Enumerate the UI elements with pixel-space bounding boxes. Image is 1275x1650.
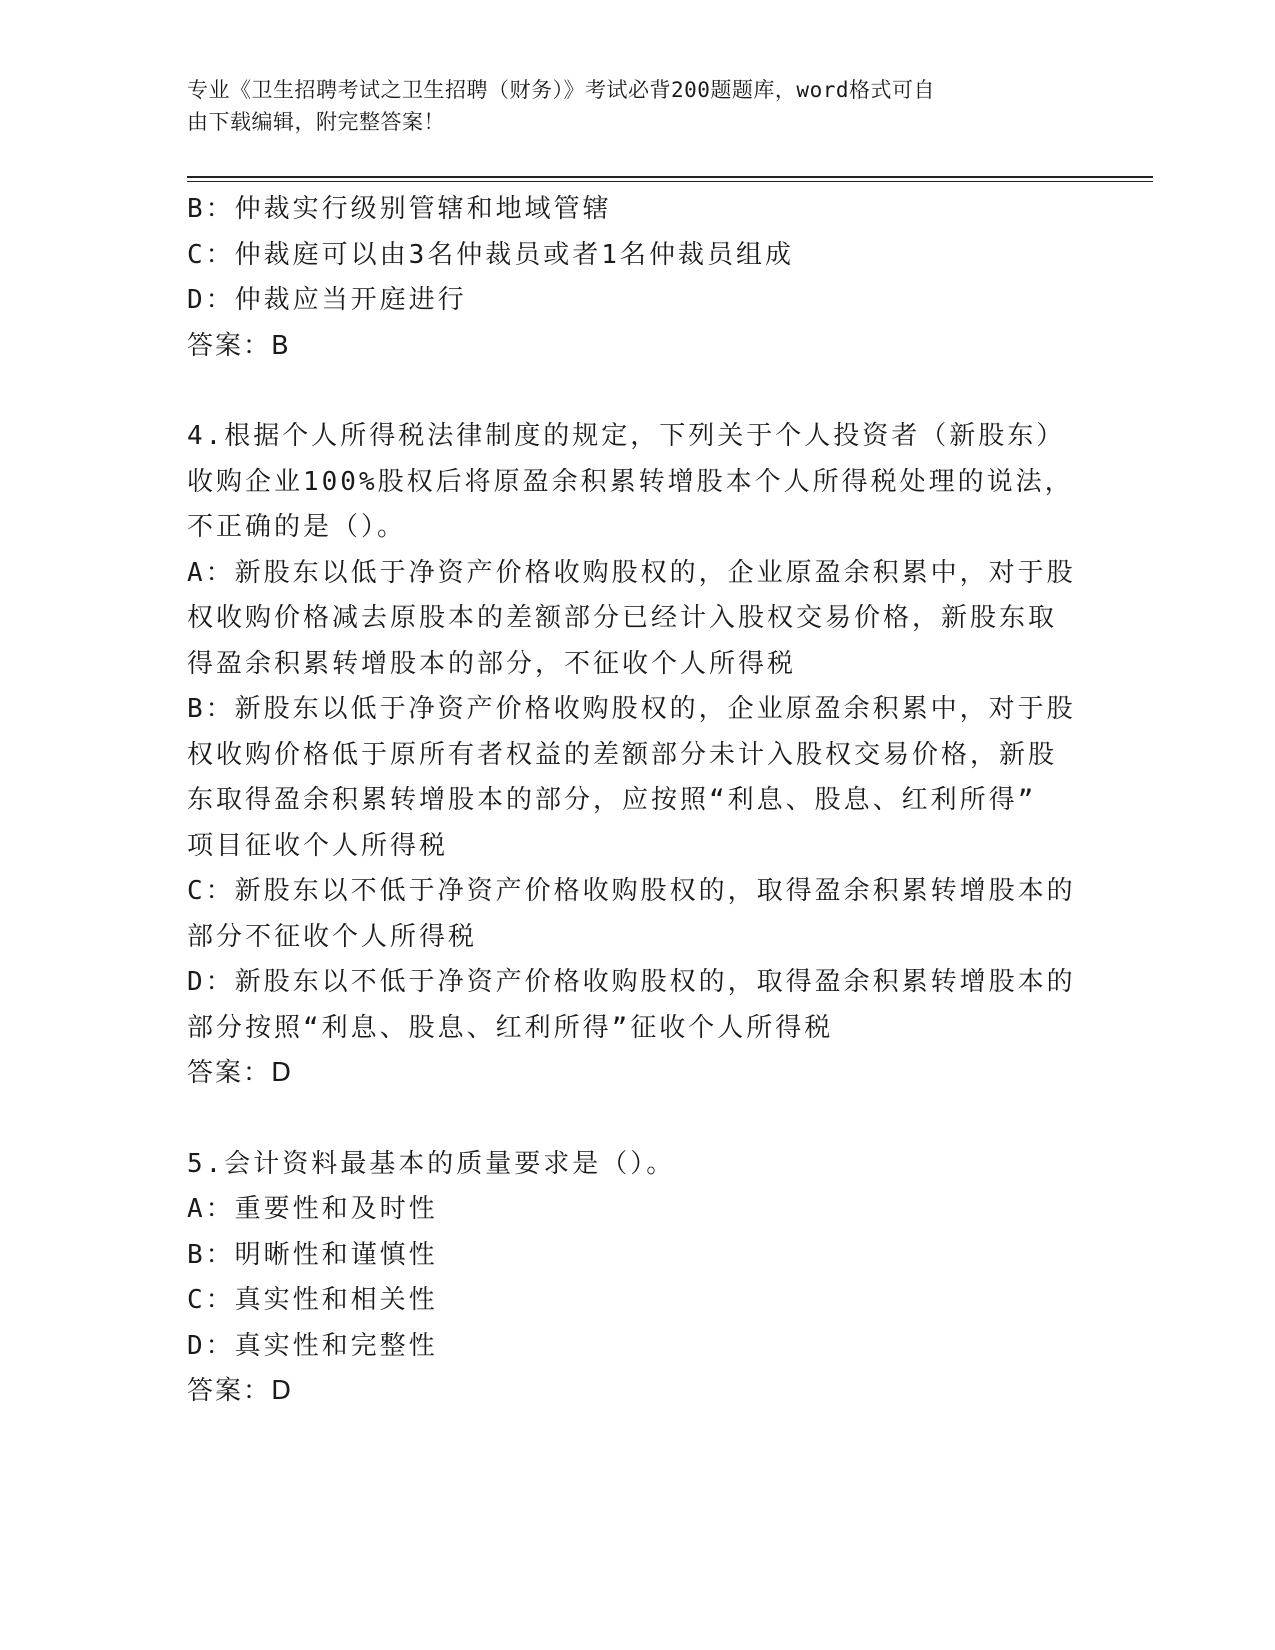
header-divider-thick: [187, 176, 1153, 178]
q4-answer: 答案：D: [187, 1058, 294, 1088]
q4-stem-line: 收购企业100%股权后将原盈余积累转增股本个人所得税处理的说法，: [187, 466, 1074, 497]
question-content: [187, 187, 1077, 1415]
q4-stem-line: 不正确的是（）。: [187, 512, 407, 542]
q5-option-b: B：明晰性和谨慎性: [187, 1239, 438, 1270]
page-header: [187, 74, 1067, 138]
q4-option-b-line: 权收购价格低于原所有者权益的差额部分未计入股权交易价格，新股: [187, 739, 1058, 770]
question-5: [187, 1142, 1077, 1415]
spacer: [187, 369, 1077, 414]
q3-option-b: B：仲裁实行级别管辖和地域管辖: [187, 194, 612, 224]
question-4: [187, 414, 1077, 1097]
q4-option-b-line: B：新股东以低于净资产价格收购股权的，企业原盈余积累中，对于股: [187, 694, 1076, 724]
q5-option-a: A：重要性和及时性: [187, 1194, 438, 1224]
header-line-2: 由下载编辑，附完整答案！: [187, 110, 445, 134]
q4-option-d-line: D：新股东以不低于净资产价格收购股权的，取得盈余积累转增股本的: [187, 967, 1076, 997]
q4-option-a-line: A：新股东以低于净资产价格收购股权的，企业原盈余积累中，对于股: [187, 557, 1076, 588]
question-3-options: [187, 187, 1077, 369]
q5-option-d: D：真实性和完整性: [187, 1330, 438, 1361]
q5-answer: 答案：D: [187, 1376, 294, 1406]
q3-option-c: C：仲裁庭可以由3名仲裁员或者1名仲裁员组成: [187, 239, 794, 270]
spacer: [187, 1097, 1077, 1142]
q4-option-c-line: 部分不征收个人所得税: [187, 921, 478, 952]
header-divider-thin: [187, 181, 1153, 182]
q4-option-c-line: C：新股东以不低于净资产价格收购股权的，取得盈余积累转增股本的: [187, 876, 1076, 906]
q3-answer: 答案：B: [187, 330, 291, 361]
q4-option-b-line: 项目征收个人所得税: [187, 830, 449, 861]
q5-option-c: C：真实性和相关性: [187, 1285, 438, 1315]
q3-option-d: D：仲裁应当开庭进行: [187, 285, 467, 315]
q4-option-d-line: 部分按照“利息、股息、红利所得”征收个人所得税: [187, 1012, 834, 1043]
q4-stem-line: 4.根据个人所得税法律制度的规定，下列关于个人投资者（新股东）: [187, 421, 1066, 451]
q4-option-a-line: 权收购价格减去原股本的差额部分已经计入股权交易价格，新股东取: [187, 603, 1058, 633]
q5-stem: 5.会计资料最基本的质量要求是（）。: [187, 1148, 676, 1179]
header-line-1: 专业《卫生招聘考试之卫生招聘（财务）》考试必背200题题库，word格式可自: [187, 78, 935, 102]
q4-option-b-line: 东取得盈余积累转增股本的部分，应按照“利息、股息、红利所得”: [187, 785, 1037, 815]
q4-option-a-line: 得盈余积累转增股本的部分，不征收个人所得税: [187, 648, 797, 679]
